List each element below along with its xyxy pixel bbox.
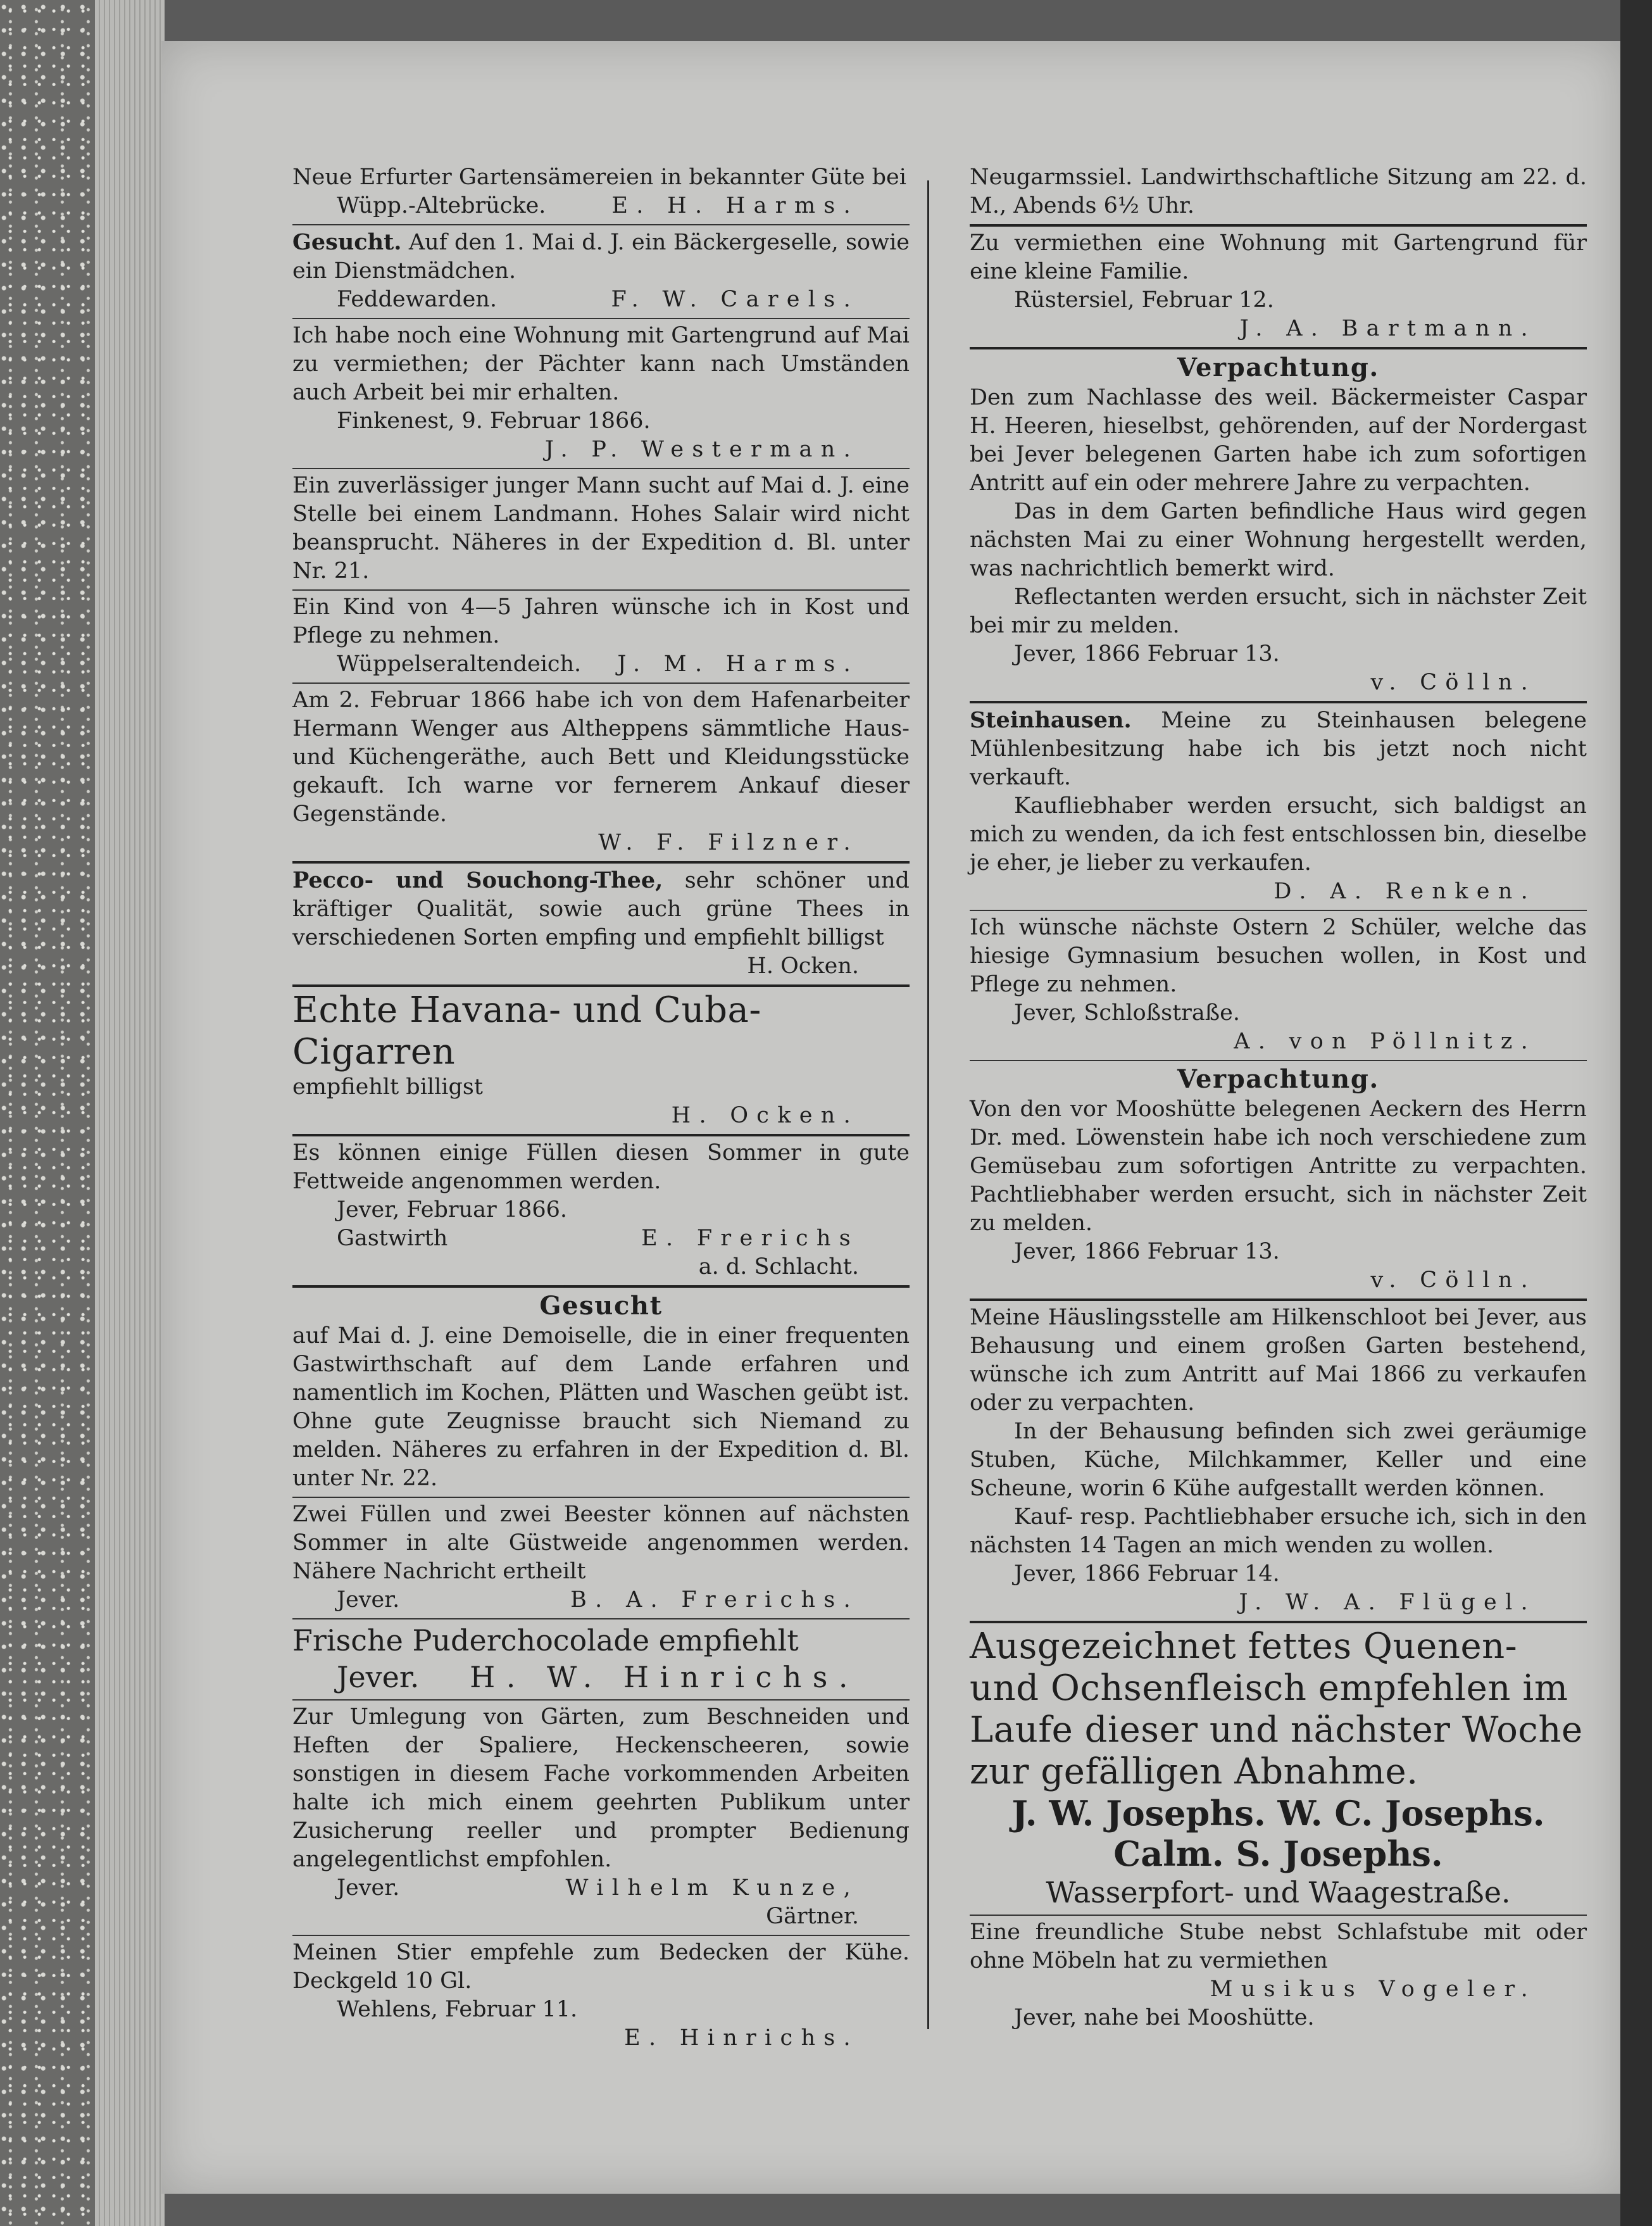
- ad-text: Zu vermiethen eine Wohnung mit Gartengrund für eine kleine Familie.: [970, 230, 1587, 284]
- ad-text: Steinhausen. Meine zu Steinhausen belegene Mühlenbesitzung habe ich bis jetzt noch nicht verkauft.: [970, 707, 1587, 790]
- ad-signature-row: [292, 829, 910, 857]
- ad-text: Den zum Nachlasse des weil. Bäckermeister Caspar H. Heeren, hieselbst, gehörenden, auf der Nordergast bei Jever belegenen Garten habe ich zum sofortigen Antritt auf ein oder mehrere Jahre zu verpachten.: [970, 385, 1587, 496]
- advertisement: [970, 1060, 1587, 1298]
- ad-signature-row: [292, 1102, 910, 1130]
- ad-signature-row: [292, 1874, 910, 1902]
- advertisement: [292, 163, 910, 224]
- ad-place: Jever.: [337, 1875, 400, 1901]
- advertisement: [970, 1621, 1587, 1915]
- advertisement: [292, 589, 910, 682]
- advertisement: [970, 910, 1587, 1060]
- ad-signature: B. A. Frerichs.: [570, 1587, 859, 1613]
- ad-heading: Gesucht: [539, 1291, 663, 1321]
- ad-text: In der Behausung befinden sich zwei geräumige Stuben, Küche, Milchkammer, Keller und eine Scheune, worin 6 Kühe aufgestallt werden können.: [970, 1419, 1587, 1501]
- ad-display-line: Echte Havana- und Cuba-Cigarren: [292, 990, 761, 1072]
- ad-text: Eine freundliche Stube nebst Schlafstube mit oder ohne Möbeln hat zu vermiethen: [970, 1920, 1587, 1973]
- ad-heading: Verpachtung.: [1177, 353, 1379, 382]
- advertisement: [292, 1497, 910, 1618]
- ad-text: Kaufliebhaber werden ersucht, sich baldigst an mich zu wenden, da ich fest entschlossen bin, dieselbe je eher, je lieber zu verkaufen.: [970, 793, 1587, 876]
- ad-signature-row: [970, 877, 1587, 906]
- ad-text: auf Mai d. J. eine Demoiselle, die in einer frequenten Gastwirthschaft auf dem Lande erfahren und namentlich im Kochen, Plätten und Waschen geübt ist. Ohne gute Zeugnisse braucht sich Niemand zu melden. Näheres zu erfahren in der Expedition d. Bl. unter Nr. 22.: [292, 1323, 910, 1491]
- ad-text: Zwei Füllen und zwei Beester können auf nächsten Sommer in alte Güstweide angenommen werden. Nähere Nachricht ertheilt: [292, 1502, 910, 1584]
- ad-signature: J. A. Bartmann.: [1239, 316, 1536, 341]
- ad-lead-word: Steinhausen.: [970, 707, 1132, 733]
- ad-lead-word: Pecco- und Souchong-Thee,: [292, 867, 663, 893]
- advertisement: [292, 1134, 910, 1285]
- ad-place: Feddewarden.: [337, 287, 497, 312]
- ad-lead-word: Gesucht.: [292, 229, 402, 255]
- page-edges: [95, 0, 165, 2226]
- ad-text: Wehlens, Februar 11.: [337, 1997, 578, 2022]
- advertisement: [292, 468, 910, 589]
- background-right: [1620, 0, 1652, 2226]
- ad-text: Jever, nahe bei Mooshütte.: [1014, 2005, 1315, 2030]
- advertisement: [292, 682, 910, 861]
- ad-text: Jever, 1866 Februar 13.: [1014, 1239, 1280, 1264]
- ad-place: Gastwirth: [337, 1226, 448, 1251]
- ad-signature-row: [292, 952, 910, 981]
- advertisement: [292, 984, 910, 1134]
- ad-signature-row: [292, 436, 910, 464]
- ad-signature-row: [292, 192, 910, 220]
- ad-signature: E. H. Harms.: [611, 193, 859, 218]
- ad-firm-name: J. W. Josephs. W. C. Josephs.: [1011, 1793, 1545, 1833]
- advertisement: [970, 347, 1587, 701]
- ad-signature-row: [292, 650, 910, 679]
- ad-place: Wüppelseraltendeich.: [337, 651, 582, 677]
- ad-signature: E. Hinrichs.: [624, 2025, 859, 2051]
- ad-text: Ein zuverlässiger junger Mann sucht auf Mai d. J. eine Stelle bei einem Landmann. Hohes Salair wird nicht beansprucht. Näheres in der Expedition d. Bl. unter Nr. 21.: [292, 473, 910, 584]
- advertisement: [292, 318, 910, 468]
- ad-text: empfiehlt billigst: [292, 1074, 483, 1100]
- ad-signature: H. Ocken.: [671, 1103, 859, 1128]
- ad-text: Kauf- resp. Pachtliebhaber ersuche ich, sich in den nächsten 14 Tagen an mich wenden zu wollen.: [970, 1504, 1587, 1558]
- ad-text: Rüstersiel, Februar 12.: [1014, 287, 1274, 313]
- ad-text: Meine Häuslingsstelle am Hilkenschloot bei Jever, aus Behausung und einem großen Garten bestehend, wünsche ich zum Antritt auf Mai 1866 zu verkaufen oder zu verpachten.: [970, 1305, 1587, 1416]
- advertisement: [970, 163, 1587, 224]
- advertisement: [292, 1285, 910, 1497]
- advertisement: [970, 1298, 1587, 1621]
- ad-text: Pecco- und Souchong-Thee, sehr schöner und kräftiger Qualität, sowie auch grüne Thees in verschiedenen Sorten empfing und empfiehlt billigst: [292, 867, 910, 950]
- ad-text: Ich habe noch eine Wohnung mit Gartengrund auf Mai zu vermiethen; der Pächter kann nach Umständen auch Arbeit bei mir erhalten.: [292, 323, 910, 405]
- ad-signature: v. Cölln.: [1370, 670, 1536, 695]
- ad-text: Finkenest, 9. Februar 1866.: [337, 408, 651, 434]
- advertisement: [970, 1915, 1587, 2036]
- ad-display-line: Frische Puderchocolade empfiehlt: [292, 1623, 799, 1657]
- ad-text: Jever, 1866 Februar 13.: [1014, 641, 1280, 667]
- advertisement: [970, 224, 1587, 347]
- ad-signature: E. Frerichs: [641, 1226, 859, 1251]
- ad-text: Ein Kind von 4—5 Jahren wünsche ich in Kost und Pflege zu nehmen.: [292, 594, 910, 648]
- ad-place: Wüpp.-Altebrücke.: [337, 193, 546, 218]
- ad-signature-row: [970, 1588, 1587, 1617]
- ad-signature: J. M. Harms.: [617, 651, 859, 677]
- ad-text: Am 2. Februar 1866 habe ich von dem Hafenarbeiter Hermann Wenger aus Altheppens sämmtliche Haus- und Küchengeräthe, auch Bett und Kleidungsstücke gekauft. Ich warne vor fernerem Ankauf dieser Gegenstände.: [292, 688, 910, 827]
- ad-signature-row: [292, 1659, 910, 1695]
- ad-signature: D. A. Renken.: [1273, 879, 1536, 904]
- background-speckle: [0, 0, 95, 2226]
- column-rule: [927, 180, 929, 2029]
- ad-text: Neugarmssiel. Landwirthschaftliche Sitzung am 22. d. M., Abends 6½ Uhr.: [970, 165, 1587, 218]
- advertisement: [292, 1699, 910, 1935]
- ad-text: Es können einige Füllen diesen Sommer in gute Fettweide angenommen werden.: [292, 1140, 910, 1194]
- ad-text: Jever, Februar 1866.: [337, 1197, 568, 1223]
- ad-place: Jever.: [337, 1587, 400, 1613]
- ad-text: Meinen Stier empfehle zum Bedecken der Kühe. Deckgeld 10 Gl.: [292, 1940, 910, 1994]
- ad-signature: W. F. Filzner.: [598, 830, 859, 855]
- ad-signature: v. Cölln.: [1370, 1267, 1536, 1293]
- ad-signature-note: a. d. Schlacht.: [698, 1254, 859, 1280]
- advertisement: [292, 224, 910, 318]
- ad-signature-row: [292, 1586, 910, 1614]
- ad-signature-row: [970, 669, 1587, 697]
- ad-signature: J. W. A. Flügel.: [1239, 1590, 1536, 1615]
- ad-signature-row: [970, 1266, 1587, 1295]
- ad-signature: H. Ocken.: [747, 953, 859, 979]
- ad-text: Jever, Schloßstraße.: [1014, 1000, 1240, 1026]
- ad-heading: Verpachtung.: [1177, 1064, 1379, 1094]
- advertisement: [970, 701, 1587, 910]
- ad-signature: H. W. Hinrichs.: [470, 1660, 859, 1694]
- ad-place: Jever.: [337, 1660, 420, 1694]
- ad-display-line: Ausgezeichnet fettes Quenen- und Ochsenfleisch empfehlen im Laufe dieser und nächster Woche zur gefälligen Abnahme.: [970, 1626, 1583, 1792]
- advertisement: [292, 1618, 910, 1699]
- ad-signature: F. W. Carels.: [611, 287, 859, 312]
- advertisement: [292, 1935, 910, 2056]
- ad-text: Neue Erfurter Gartensämereien in bekannter Güte bei: [292, 165, 906, 190]
- ad-signature: Wilhelm Kunze,: [565, 1875, 859, 1901]
- ad-firm-name: Calm. S. Josephs.: [1113, 1833, 1443, 1874]
- right-column: [970, 163, 1587, 2036]
- ad-text: Gesucht. Auf den 1. Mai d. J. ein Bäckergeselle, sowie ein Dienstmädchen.: [292, 229, 910, 284]
- ad-text: Jever, 1866 Februar 14.: [1014, 1561, 1280, 1587]
- left-column: [292, 163, 910, 2056]
- ad-text: Zur Umlegung von Gärten, zum Beschneiden und Heften der Spaliere, Heckenscheeren, sowie sonstigen in diesem Fache vorkommenden Arbeiten halte ich mich einem geehrten Publikum unter Zusicherung reeller und prompter Bedienung angelegentlichst empfohlen.: [292, 1704, 910, 1872]
- ad-signature-row: [292, 2024, 910, 2053]
- ad-text: Reflectanten werden ersucht, sich in nächster Zeit bei mir zu melden.: [970, 584, 1587, 638]
- ad-signature-row: [292, 286, 910, 314]
- advertisement: [292, 861, 910, 984]
- ad-signature: A. von Pöllnitz.: [1234, 1029, 1536, 1054]
- ad-display-line: Wasserpfort- und Waagestraße.: [1046, 1875, 1511, 1909]
- ad-signature-row: [292, 1224, 910, 1253]
- ad-signature: J. P. Westerman.: [544, 437, 859, 462]
- ad-signature-row: [970, 1028, 1587, 1056]
- ad-text: Das in dem Garten befindliche Haus wird gegen nächsten Mai zu einer Wohnung hergestellt werden, was nachrichtlich bemerkt wird.: [970, 499, 1587, 581]
- ad-signature-note: Gärtner.: [766, 1904, 859, 1929]
- ad-text: Ich wünsche nächste Ostern 2 Schüler, welche das hiesige Gymnasium besuchen wollen, in Kost und Pflege zu nehmen.: [970, 915, 1587, 997]
- ad-signature-row: [970, 1975, 1587, 2004]
- ad-text: Von den vor Mooshütte belegenen Aeckern des Herrn Dr. med. Löwenstein habe ich noch verschiedene zum Gemüsebau zum sofortigen Antritte zu verpachten. Pachtliebhaber werden ersucht, sich in nächster Zeit zu melden.: [970, 1097, 1587, 1236]
- ad-signature-row: [970, 315, 1587, 343]
- ad-signature: Musikus Vogeler.: [1210, 1977, 1536, 2002]
